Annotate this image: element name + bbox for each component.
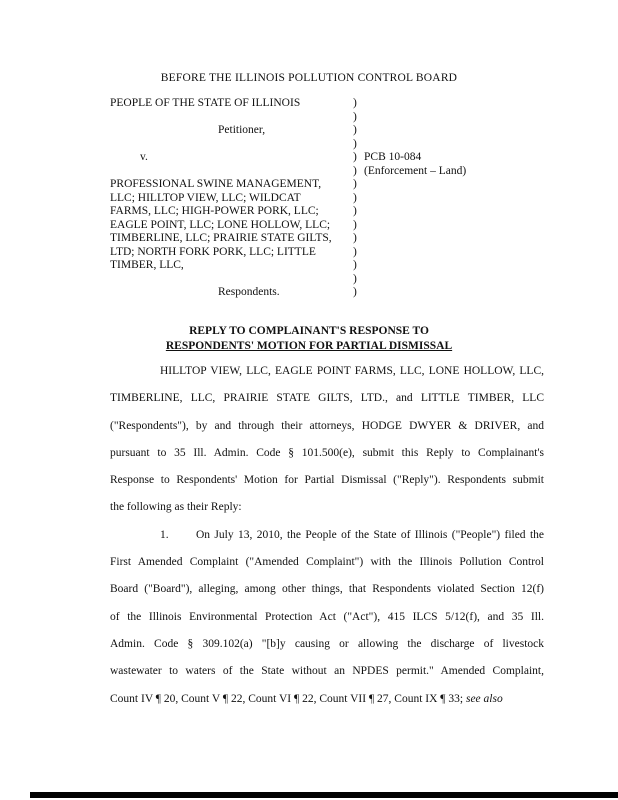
case-type: (Enforcement – Land) [364,164,467,177]
caption-line: LTD; NORTH FORK PORK, LLC; LITTLE [110,245,316,258]
paren: ) [353,97,357,109]
caption-parties [110,97,340,300]
caption-line [110,273,340,287]
intro-line: the following as their Reply: [110,501,242,514]
caption-line: TIMBERLINE, LLC; PRAIRIE STATE GILTS, [110,232,332,244]
paragraph-line: Board ("Board"), alleging, among other things, that Respondents violated Section 12(f) [110,583,544,596]
paren: ) [353,245,357,258]
caption-line: PEOPLE OF THE STATE OF ILLINOIS [110,97,301,109]
caption-parentheses [353,97,363,300]
versus-label: v. [140,151,148,163]
intro-line: TIMBERLINE, LLC, PRAIRIE STATE GILTS, LTD., and LITTLE TIMBER, LLC [110,392,544,405]
paren: ) [353,286,357,298]
caption-line [110,138,340,152]
paragraph-line: wastewater to waters of the State without an NPDES permit." Amended Complaint, [110,665,544,678]
paren: ) [353,191,357,204]
paragraph-text: Count IV ¶ 20, Count V ¶ 22, Count VI ¶ 22, Count VII ¶ 27, Count IX ¶ 33; [110,692,464,705]
intro-line: Response to Respondents' Motion for Partial Dismissal ("Reply"). Respondents submit [110,474,544,487]
caption-line [110,165,340,179]
board-title: BEFORE THE ILLINOIS POLLUTION CONTROL BOARD [160,72,458,84]
caption-line: LLC; HILLTOP VIEW, LLC; WILDCAT [110,191,301,204]
see-also-signal: see also [465,692,503,705]
paren: ) [353,137,357,150]
intro-line: ("Respondents"), by and through their attorneys, HODGE DWYER & DRIVER, and [110,419,544,432]
paragraph-number: 1. [160,528,169,541]
paren: ) [353,232,357,244]
caption-line: PROFESSIONAL SWINE MANAGEMENT, [110,178,322,190]
paren: ) [353,164,357,177]
paragraph-line-last [110,686,544,713]
paren: ) [353,272,357,285]
reply-title [0,324,618,354]
paren: ) [353,259,357,271]
scan-bottom-edge [30,792,618,798]
paragraph-1-first-line [110,522,544,549]
paragraph-text: On July 13, 2010, the People of the State of Illinois ("People") filed the [196,528,544,541]
paren: ) [353,124,357,136]
respondents-label: Respondents. [218,286,280,298]
intro-line: pursuant to 35 Ill. Admin. Code § 101.500(e), submit this Reply to Complainant's [110,446,544,459]
reply-title-line-2: RESPONDENTS' MOTION FOR PARTIAL DISMISSAL [165,340,453,352]
caption-line: FARMS, LLC; HIGH-POWER PORK, LLC; [110,205,319,217]
caption-line: EAGLE POINT, LLC; LONE HOLLOW, LLC; [110,218,331,231]
body-text [110,358,544,713]
paragraph-line: Admin. Code § 309.102(a) "[b]y causing or allowing the discharge of livestock [110,637,544,650]
caption-line [110,111,340,125]
case-info [364,151,514,178]
paren: ) [353,151,357,163]
paren: ) [353,218,357,231]
intro-line: HILLTOP VIEW, LLC, EAGLE POINT FARMS, LLC, LONE HOLLOW, LLC, [160,365,544,377]
paragraph-line: First Amended Complaint ("Amended Complaint") with the Illinois Pollution Control [110,556,544,569]
paragraph-line: of the Illinois Environmental Protection Act ("Act"), 415 ILCS 5/12(f), and 35 Ill. [110,610,544,623]
paren: ) [353,178,357,190]
reply-title-line-1: REPLY TO COMPLAINANT'S RESPONSE TO [189,325,429,337]
paren: ) [353,110,357,123]
petitioner-label: Petitioner, [218,124,266,136]
caption-line: TIMBER, LLC, [110,259,184,271]
paren: ) [353,205,357,217]
case-number: PCB 10-084 [364,151,422,163]
